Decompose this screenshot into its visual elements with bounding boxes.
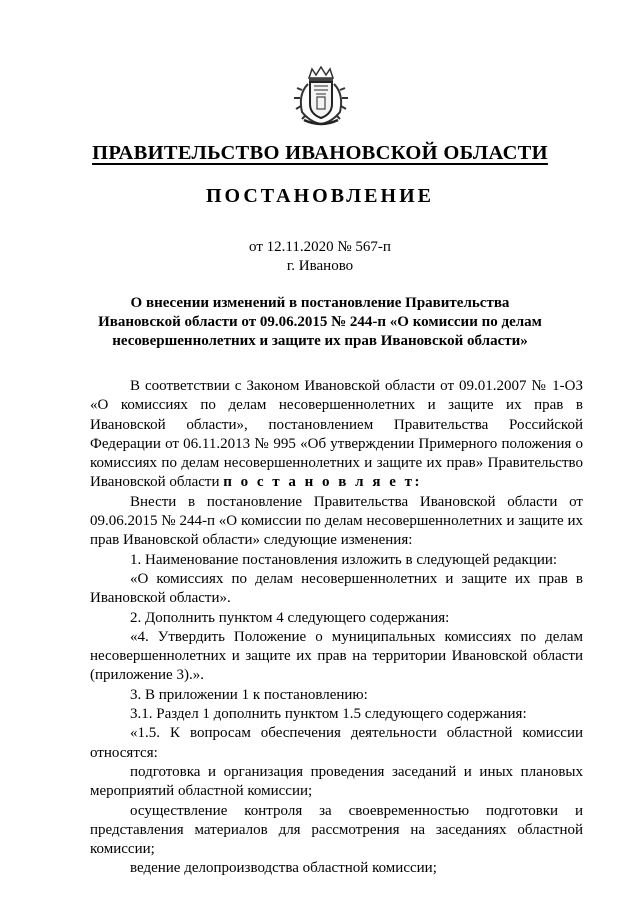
ivanovo-coat-of-arms-icon	[290, 64, 352, 128]
title-line: Ивановской области от 09.06.2015 № 244-п «О комиссии по делам	[98, 314, 542, 330]
date-number-block	[0, 238, 640, 276]
paragraph: 2. Дополнить пунктом 4 следующего содержания:	[130, 609, 450, 626]
paragraph: «1.5. К вопросам обеспечения деятельности областной комиссии относятся:	[90, 725, 583, 761]
title-line: несовершеннолетних и защите их прав Ивановской области»	[112, 333, 528, 349]
document-type: ПОСТАНОВЛЕНИЕ	[206, 185, 434, 207]
paragraph: В соответствии с Законом Ивановской области от 09.01.2007 № 1-ОЗ «О комиссиях по делам несовершеннолетних и защите их прав в Ивановской области», постановлением Правительства Российской Федерации от 06.11.2013 № 995 «Об утверждении Примерного положения о комиссиях по делам несовершеннолетних и защите их прав» Правительство Ивановской области п о с т а н о в л я е т:	[90, 378, 583, 491]
paragraph: «О комиссиях по делам несовершеннолетних и защите их прав в Ивановской области».	[90, 570, 583, 607]
paragraph: Внести в постановление Правительства Ивановской области от 09.06.2015 № 244-п «О комиссии по делам несовершеннолетних и защите их прав Ивановской области» следующие изменения:	[90, 493, 583, 549]
title-line: О внесении изменений в постановление Правительства	[130, 295, 510, 311]
date-number: от 12.11.2020 № 567-п	[249, 239, 391, 255]
paragraph: осуществление контроля за своевременностью подготовки и представления материалов для рассмотрения на заседаниях областной комиссии;	[90, 802, 583, 858]
city: г. Иваново	[286, 258, 354, 274]
paragraph: подготовка и организация проведения заседаний и иных плановых мероприятий областной комиссии;	[90, 763, 583, 800]
document-title	[90, 294, 550, 351]
organization-name: ПРАВИТЕЛЬСТВО ИВАНОВСКОЙ ОБЛАСТИ	[92, 142, 548, 164]
paragraph: 3.1. Раздел 1 дополнить пунктом 1.5 следующего содержания:	[130, 706, 527, 723]
paragraph: 3. В приложении 1 к постановлению:	[130, 686, 368, 703]
resolution-keyword: п о с т а н о в л я е т:	[223, 474, 422, 491]
paragraph: «4. Утвердить Положение о муниципальных комиссиях по делам несовершеннолетних и защите их прав на территории Ивановской области (приложение 3).».	[90, 628, 583, 684]
document-body	[90, 377, 583, 879]
paragraph: ведение делопроизводства областной комиссии;	[130, 860, 437, 877]
paragraph: 1. Наименование постановления изложить в следующей редакции:	[130, 551, 558, 568]
